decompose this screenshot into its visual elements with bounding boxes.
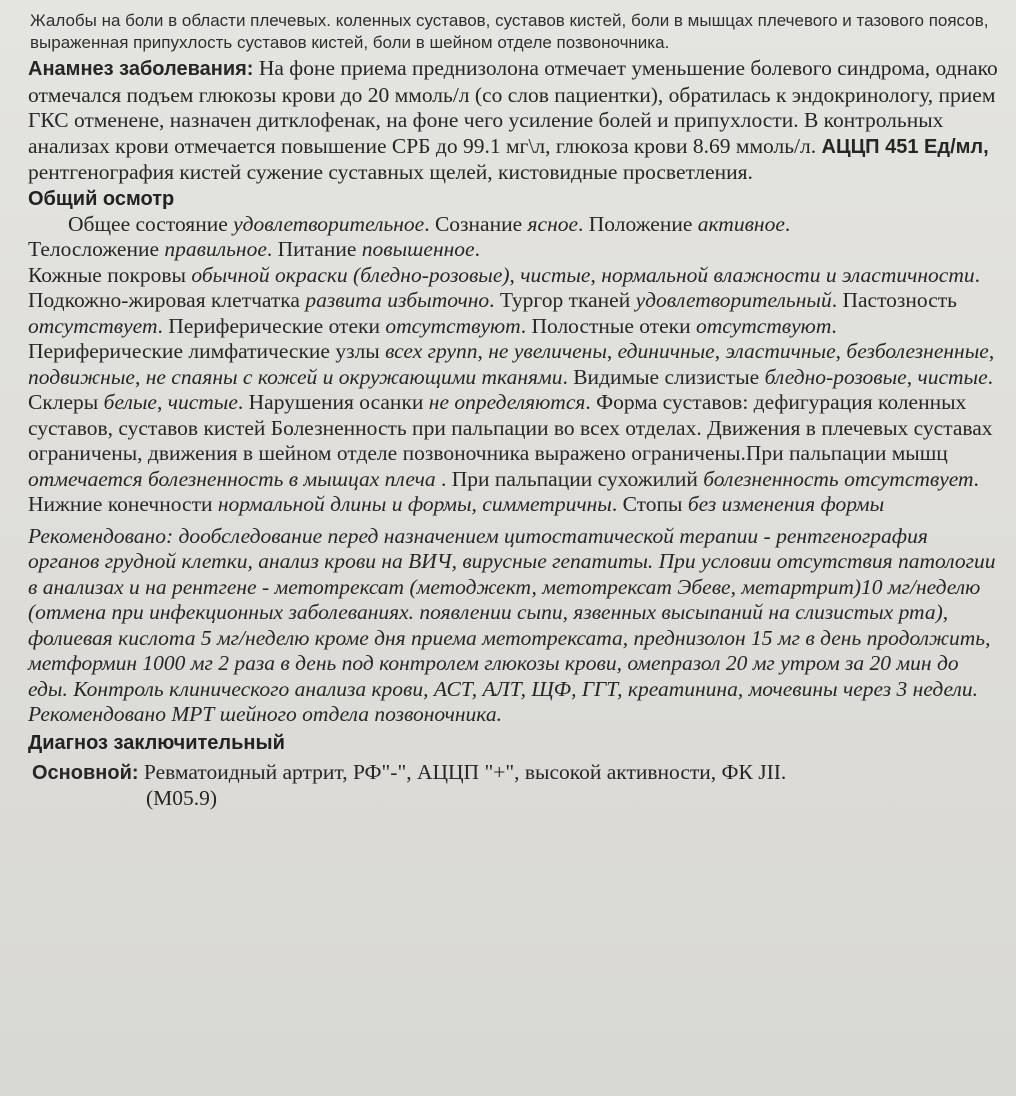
diagnosis-label: Основной: xyxy=(32,761,139,784)
text-run: единичные xyxy=(617,339,715,363)
text-run: , xyxy=(906,364,918,389)
diagnosis-text: Ревматоидный артрит, РФ"-", АЦЦП "+", высокой активности, ФК ЈІІ. xyxy=(138,759,787,784)
text-run: болезненность отсутствует xyxy=(703,466,974,491)
text-run: . Сознание xyxy=(424,211,528,236)
text-run: чистые xyxy=(917,364,988,389)
text-run: нормальной длины и формы, симметричны xyxy=(217,492,612,516)
exam-build-line xyxy=(28,237,998,263)
diagnosis-code: (М05.9) xyxy=(146,786,218,810)
accp-value: АЦЦП 451 Ед/мл, xyxy=(821,135,989,158)
text-run: удовлетворительное xyxy=(233,211,425,236)
text-run: Общее состояние xyxy=(68,211,234,236)
exam-general-line xyxy=(28,212,998,238)
anamnesis-text: На фоне приема преднизолона отмечает уменьшение болевого синдрома, однако отмечался подъем глюкозы крови до 20 ммоль/л (со слов пациентки), обратилась к эндокринологу, прием ГКС отменене, назначен дитклофенак, на фоне чего усиление болей и припухлости. В контрольных анализах крови отмечается повышение СРБ до 99.1 мг\л, глюкоза крови 8.69 ммоль/л. xyxy=(28,56,998,158)
recommendations-paragraph: Рекомендовано: дообследование перед назначением цитостатической терапии - рентгенография органов грудной клетки, анализ крови на ВИЧ, вирусные гепатиты. При условии отсутствия патологии в анализах и на рентгене - метотрексат (методжект, метотрексат Эбеве, метартрит)10 мг/неделю (отмена при инфекционных заболеваниях. появлении сыпи, язвенных высыпаний на слизистых рта), фолиевая кислота 5 мг/неделю кроме дня приема метотрексата, преднизолон 15 мг в день продолжить, метформин 1000 мг 2 раза в день под контролем глюкозы крови, омепразол 20 мг утром за 20 мин до еды. Контроль клинического анализа крови, АСТ, АЛТ, ЩФ, ГГТ, креатинина, мочевины через 3 недели. xyxy=(28,523,996,701)
text-run: . xyxy=(973,466,979,491)
anamnesis-text-2: рентгенография кистей сужение суставных щелей, кистовидные просветления. xyxy=(28,160,753,184)
text-run: всех групп xyxy=(385,339,478,363)
text-run: . Питание xyxy=(266,237,362,261)
text-run: белые xyxy=(103,390,157,414)
text-run: , xyxy=(590,262,602,287)
text-run: , xyxy=(835,339,847,363)
text-run: . Тургор тканей xyxy=(489,288,636,312)
text-run: чистые xyxy=(167,390,238,414)
text-run: . Видимые слизистые xyxy=(562,364,765,389)
text-run: повышенное xyxy=(361,237,475,261)
exam-limbs-paragraph xyxy=(28,492,998,518)
anamnesis-paragraph xyxy=(28,56,998,186)
text-run: правильное xyxy=(164,237,267,261)
text-run: отсутствуют xyxy=(385,313,521,338)
text-run: , xyxy=(988,339,995,363)
text-run: Телосложение xyxy=(28,237,165,261)
diagnosis-heading: Диагноз заключительный xyxy=(28,731,285,754)
complaints-text: Жалобы на боли в области плечевых. коленных суставов, суставов кистей, боли в мышцах плечевого и тазового поясов, выраженная припухлость суставов кистей, боли в шейном отделе позвоночника. xyxy=(30,11,989,52)
mri-recommendation: Рекомендовано МРТ шейного отдела позвоночника. xyxy=(28,702,502,726)
exam-skin-paragraph xyxy=(28,263,998,340)
text-run: . Склеры xyxy=(28,364,994,414)
text-run: без изменения формы xyxy=(687,492,885,516)
text-run: отсутствуют xyxy=(696,313,832,338)
text-run: ясное xyxy=(527,211,579,236)
text-run: . При пальпации сухожилий xyxy=(435,466,704,491)
text-run: не увеличены xyxy=(488,339,607,363)
text-run: , xyxy=(714,339,726,363)
text-run: нормальной влажности и эластичности xyxy=(601,262,975,287)
text-run: , xyxy=(477,339,489,363)
text-run: чистые xyxy=(520,262,591,287)
text-run: безболезненные xyxy=(846,339,989,363)
text-run: , xyxy=(606,339,618,363)
text-run: развита избыточно xyxy=(305,288,490,312)
text-run: , xyxy=(134,364,146,389)
text-run: . Положение xyxy=(578,211,698,236)
text-run: . Форма суставов: дефигурация коленных суставов, суставов кистей Болезненность при пальпации во всех отделах. Движения в плечевых суставах ограничены, движения в шейном отделе позвоночника выражено ограничены.При пальпации мышц xyxy=(28,390,993,465)
text-run: . Подкожно-жировая клетчатка xyxy=(28,262,980,312)
text-run: . Стопы xyxy=(611,492,688,516)
text-run: Нижние конечности xyxy=(28,492,218,516)
text-run: . Нарушения осанки xyxy=(237,390,429,414)
text-run: удовлетворительный xyxy=(635,288,832,312)
text-run: не спаяны с кожей и окружающими тканями xyxy=(145,364,563,389)
text-run: эластичные xyxy=(725,339,836,363)
text-run: Периферические лимфатические узлы xyxy=(28,339,386,363)
text-run: обычной окраски (бледно-розовые) xyxy=(191,262,510,287)
text-run: активное xyxy=(697,211,785,236)
exam-lymph-paragraph xyxy=(28,339,998,492)
text-run: . xyxy=(784,211,791,236)
anamnesis-label: Анамнез заболевания: xyxy=(28,58,254,80)
text-run: . Периферические отеки xyxy=(157,313,386,338)
text-run: , xyxy=(156,390,168,414)
text-run: не определяются xyxy=(428,390,586,414)
text-run: отсутствует xyxy=(28,313,158,338)
text-run: . Пастозность xyxy=(831,288,957,312)
text-run: бледно-розовые xyxy=(764,364,907,389)
diagnosis-line xyxy=(32,760,998,787)
exam-heading: Общий осмотр xyxy=(28,187,175,210)
text-run: . Полостные отеки xyxy=(520,313,696,338)
text-run: отмечается болезненность в мышцах плеча xyxy=(28,466,436,491)
text-run: . xyxy=(831,313,837,338)
text-run: . xyxy=(474,237,480,261)
text-run: Кожные покровы xyxy=(28,262,192,287)
text-run: подвижные xyxy=(28,364,135,389)
text-run: , xyxy=(509,262,521,287)
